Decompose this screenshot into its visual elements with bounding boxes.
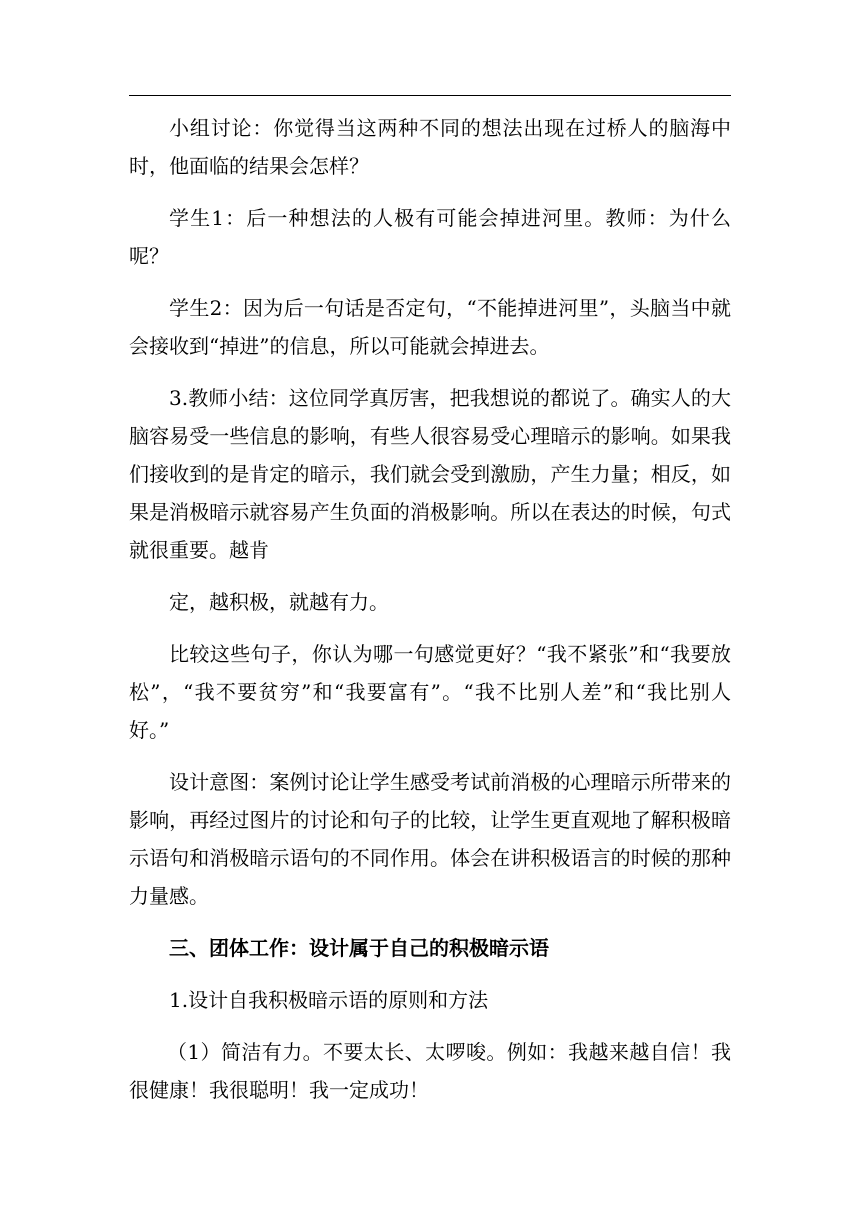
- header-rule: [129, 95, 731, 96]
- paragraph-teacher-summary: 3.教师小结：这位同学真厉害，把我想说的都说了。确实人的大脑容易受一些信息的影响，有些人很容易受心理暗示的影响。如果我们接收到的是肯定的暗示，我们就会受到激励，产生力量；相反，如果是消极暗示就容易产生负面的消极影响。所以在表达的时候，句式就很重要。越肯: [129, 386, 731, 562]
- paragraph-design-intent: 设计意图：案例讨论让学生感受考试前消极的心理暗示所带来的影响，再经过图片的讨论和句子的比较，让学生更直观地了解积极暗示语句和消极暗示语句的不同作用。体会在讲积极语言的时候的那种力量感。: [129, 770, 731, 908]
- paragraph-principle-1: （1）简洁有力。不要太长、太啰唆。例如：我越来越自信！我很健康！我很聪明！我一定成功！: [129, 1040, 731, 1102]
- paragraph-group-discussion: 小组讨论：你觉得当这两种不同的想法出现在过桥人的脑海中时，他面临的结果会怎样？: [129, 116, 731, 178]
- section-heading: 三、团体工作：设计属于自己的积极暗示语: [169, 936, 549, 960]
- paragraph-student-2: 学生2：因为后一句话是否定句，“不能掉进河里”，头脑当中就会接收到“掉进”的信息，所以可能就会掉进去。: [129, 296, 731, 358]
- paragraph-sentence-comparison: 比较这些句子，你认为哪一句感觉更好？“我不紧张”和“我要放松”，“我不要贫穷”和“我要富有”。“我不比别人差”和“我比别人好。”: [129, 642, 731, 742]
- paragraph-principles-title: 1.设计自我积极暗示语的原则和方法: [169, 988, 489, 1012]
- paragraph-summary-continued: 定，越积极，就越有力。: [169, 590, 389, 614]
- paragraph-student-1: 学生1：后一种想法的人极有可能会掉进河里。教师：为什么呢？: [129, 206, 731, 268]
- document-body: [129, 109, 731, 1109]
